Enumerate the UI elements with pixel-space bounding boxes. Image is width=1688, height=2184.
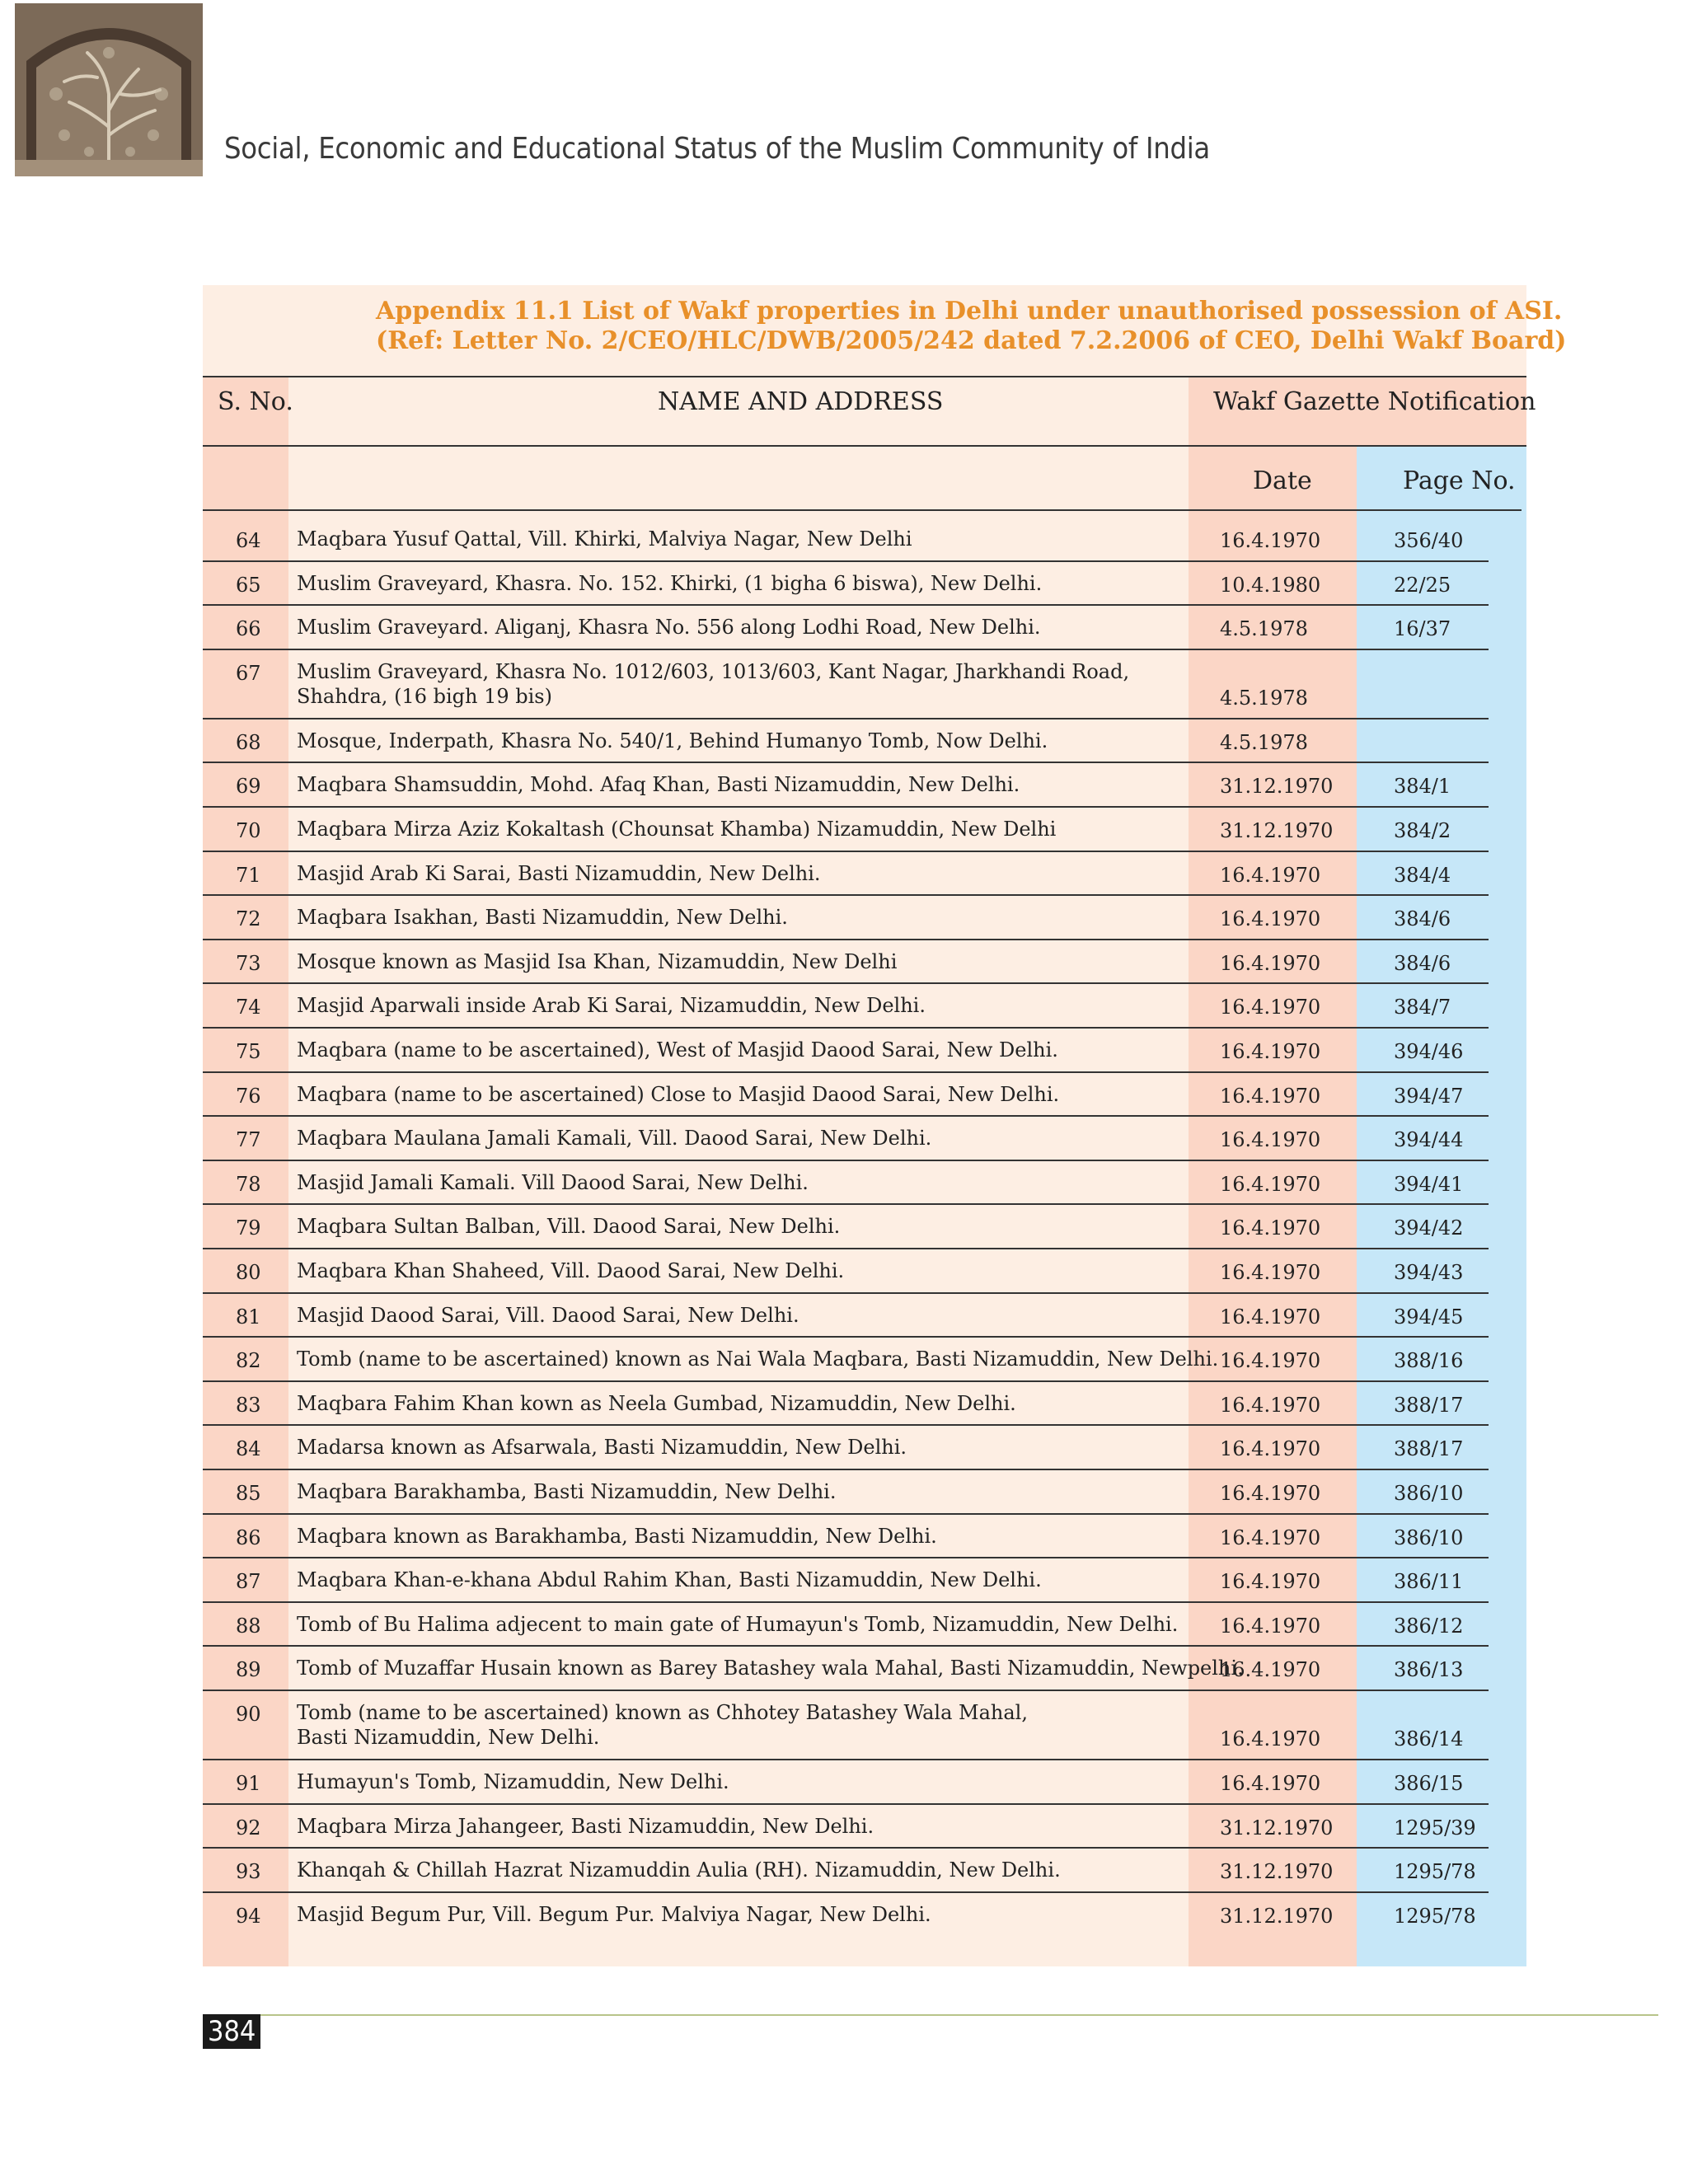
row-serial-number: 69: [236, 775, 261, 799]
table-row: [203, 1338, 1526, 1382]
row-name-address: [297, 861, 821, 886]
header-middle-rule: [203, 445, 1526, 447]
row-gazette-date: 31.12.1970: [1220, 1816, 1334, 1840]
appendix-title: [376, 297, 1567, 356]
row-gazette-page-number: 384/6: [1394, 907, 1451, 931]
row-serial-number: 94: [236, 1904, 261, 1928]
row-serial-number: 67: [236, 661, 261, 685]
row-gazette-date: 16.4.1970: [1220, 1128, 1321, 1152]
row-name-line: Maqbara (name to be ascertained), West of Masjid Daood Sarai, New Delhi.: [297, 1038, 1058, 1062]
row-serial-number: 93: [236, 1860, 261, 1884]
row-serial-number: 64: [236, 529, 261, 552]
row-name-line: Humayun's Tomb, Nizamuddin, New Delhi.: [297, 1770, 729, 1793]
table-row: [203, 1161, 1526, 1206]
row-serial-number: 71: [236, 863, 261, 887]
row-name-address: [297, 772, 1020, 797]
row-name-address: [297, 615, 1041, 640]
row-serial-number: 76: [236, 1084, 261, 1108]
row-serial-number: 74: [236, 996, 261, 1019]
row-name-line: Maqbara Fahim Khan kown as Neela Gumbad, Nizamuddin, New Delhi.: [297, 1391, 1016, 1415]
row-serial-number: 82: [236, 1349, 261, 1373]
row-gazette-date: 16.4.1970: [1220, 907, 1321, 931]
row-gazette-date: 31.12.1970: [1220, 1860, 1334, 1884]
row-serial-number: 70: [236, 819, 261, 842]
row-gazette-page-number: 394/45: [1394, 1305, 1464, 1329]
table-row: [203, 1691, 1526, 1760]
table-row: [203, 1073, 1526, 1118]
wakf-gazette-header: Wakf Gazette Notification: [1213, 387, 1536, 416]
row-gazette-date: 16.4.1970: [1220, 1772, 1321, 1795]
row-name-line: Masjid Aparwali inside Arab Ki Sarai, Nizamuddin, New Delhi.: [297, 994, 926, 1018]
table-row: [203, 1470, 1526, 1515]
table-row: [203, 562, 1526, 607]
row-name-line: Tomb of Bu Halima adjecent to main gate of Humayun's Tomb, Nizamuddin, New Delhi.: [297, 1612, 1179, 1636]
row-serial-number: 91: [236, 1772, 261, 1795]
row-serial-number: 65: [236, 573, 261, 597]
page-no-header: Page No.: [1403, 466, 1516, 495]
row-gazette-date: 10.4.1980: [1220, 573, 1321, 597]
row-gazette-date: 31.12.1970: [1220, 1904, 1334, 1928]
row-name-address: [297, 571, 1042, 596]
row-name-line: Muslim Graveyard, Khasra. No. 152. Khirki, (1 bigha 6 biswa), New Delhi.: [297, 571, 1043, 595]
row-name-address: [297, 1126, 931, 1151]
row-name-line: Tomb (name to be ascertained) known as Chhotey Batashey Wala Mahal,: [297, 1701, 1028, 1724]
row-serial-number: 80: [236, 1261, 261, 1284]
table-row: [203, 1029, 1526, 1073]
row-gazette-page-number: 384/2: [1394, 819, 1451, 842]
row-name-line: Masjid Arab Ki Sarai, Basti Nizamuddin, New Delhi.: [297, 861, 821, 885]
row-serial-number: 75: [236, 1040, 261, 1063]
row-name-line: Shahdra, (16 bigh 19 bis): [297, 684, 552, 708]
row-gazette-page-number: 386/13: [1394, 1658, 1464, 1682]
row-serial-number: 92: [236, 1816, 261, 1840]
row-name-address: [297, 949, 897, 974]
row-gazette-date: 16.4.1970: [1220, 1393, 1321, 1417]
row-gazette-date: 16.4.1970: [1220, 951, 1321, 975]
row-name-address: [297, 1700, 1028, 1750]
row-name-line: Maqbara Isakhan, Basti Nizamuddin, New Delhi.: [297, 906, 788, 930]
row-serial-number: 90: [236, 1703, 261, 1726]
row-name-line: Masjid Daood Sarai, Vill. Daood Sarai, New Delhi.: [297, 1303, 799, 1327]
row-gazette-page-number: 1295/39: [1394, 1816, 1476, 1840]
table-row: [203, 896, 1526, 940]
row-name-line: Maqbara Sultan Balban, Vill. Daood Sarai, New Delhi.: [297, 1215, 841, 1239]
row-gazette-page-number: 384/4: [1394, 863, 1451, 887]
row-serial-number: 78: [236, 1172, 261, 1196]
lattice-window-illustration: [15, 3, 203, 176]
table-row: [203, 1117, 1526, 1161]
row-serial-number: 81: [236, 1305, 261, 1329]
row-name-address: [297, 1170, 809, 1195]
row-gazette-date: 16.4.1970: [1220, 1305, 1321, 1329]
row-name-address: [297, 817, 1056, 841]
sno-header: S. No.: [218, 387, 293, 416]
table-row: [203, 940, 1526, 985]
row-gazette-page-number: 386/10: [1394, 1482, 1464, 1505]
row-serial-number: 79: [236, 1216, 261, 1240]
row-name-line: Maqbara Barakhamba, Basti Nizamuddin, New Delhi.: [297, 1480, 837, 1503]
row-name-line: Maqbara Mirza Aziz Kokaltash (Chounsat Khamba) Nizamuddin, New Delhi: [297, 818, 1057, 841]
row-name-line: Mosque known as Masjid Isa Khan, Nizamuddin, New Delhi: [297, 949, 898, 973]
table-row: [203, 1249, 1526, 1294]
name-address-header: NAME AND ADDRESS: [658, 387, 944, 416]
row-gazette-page-number: 394/42: [1394, 1216, 1464, 1240]
row-gazette-page-number: 386/12: [1394, 1614, 1464, 1638]
row-gazette-date: 31.12.1970: [1220, 775, 1334, 799]
row-gazette-date: 16.4.1970: [1220, 1261, 1321, 1284]
table-row: [203, 808, 1526, 852]
table-row: [203, 852, 1526, 897]
row-name-line: Tomb (name to be ascertained) known as Nai Wala Maqbara, Basti Nizamuddin, New Delhi.: [297, 1347, 1219, 1371]
row-name-line: Maqbara (name to be ascertained) Close to Masjid Daood Sarai, New Delhi.: [297, 1082, 1060, 1106]
table-row: [203, 984, 1526, 1029]
table-row: [203, 1647, 1526, 1691]
table-row: [203, 1382, 1526, 1427]
row-name-address: [297, 993, 926, 1018]
row-name-line: Maqbara Yusuf Qattal, Vill. Khirki, Malviya Nagar, New Delhi: [297, 527, 912, 551]
row-gazette-page-number: 394/46: [1394, 1040, 1464, 1063]
table-row: [203, 1558, 1526, 1603]
row-name-line: Muslim Graveyard. Aliganj, Khasra No. 556 along Lodhi Road, New Delhi.: [297, 616, 1041, 640]
row-gazette-page-number: 16/37: [1394, 617, 1451, 641]
table-row: [203, 1760, 1526, 1805]
header-top-rule: [203, 376, 1526, 377]
row-name-address: [297, 729, 1048, 753]
header-bottom-rule: [203, 509, 1522, 511]
row-serial-number: 88: [236, 1614, 261, 1638]
row-gazette-page-number: 388/16: [1394, 1349, 1464, 1373]
table-row: [203, 763, 1526, 808]
row-gazette-date: 16.4.1970: [1220, 1216, 1321, 1240]
row-gazette-date: 16.4.1970: [1220, 1614, 1321, 1638]
carved-stone-lattice-window-image: [15, 3, 203, 176]
row-name-line: Masjid Jamali Kamali. Vill Daood Sarai, New Delhi.: [297, 1170, 809, 1194]
row-serial-number: 84: [236, 1437, 261, 1461]
row-serial-number: 89: [236, 1658, 261, 1682]
row-name-line: Mosque, Inderpath, Khasra No. 540/1, Behind Humanyo Tomb, Now Delhi.: [297, 729, 1048, 752]
row-name-line: Maqbara Khan Shaheed, Vill. Daood Sarai, New Delhi.: [297, 1259, 845, 1282]
row-gazette-date: 4.5.1978: [1220, 730, 1308, 754]
row-name-address: [297, 1524, 937, 1549]
footer-rule: [203, 2014, 1658, 2016]
row-gazette-date: 16.4.1970: [1220, 1727, 1321, 1750]
row-name-line: Muslim Graveyard, Khasra No. 1012/603, 1013/603, Kant Nagar, Jharkhandi Road,: [297, 659, 1130, 683]
row-gazette-date: 16.4.1970: [1220, 1570, 1321, 1594]
table-row: [203, 518, 1526, 562]
row-gazette-page-number: 384/1: [1394, 775, 1451, 799]
row-name-address: [297, 1303, 799, 1328]
row-gazette-page-number: 1295/78: [1394, 1904, 1476, 1928]
row-name-line: Maqbara Shamsuddin, Mohd. Afaq Khan, Basti Nizamuddin, New Delhi.: [297, 773, 1020, 797]
row-name-line: Masjid Begum Pur, Vill. Begum Pur. Malviya Nagar, New Delhi.: [297, 1902, 931, 1926]
row-name-line: Maqbara Mirza Jahangeer, Basti Nizamuddin, New Delhi.: [297, 1814, 874, 1838]
row-serial-number: 86: [236, 1526, 261, 1549]
row-name-address: [297, 1858, 1061, 1882]
row-gazette-date: 16.4.1970: [1220, 1172, 1321, 1196]
row-name-line: Basti Nizamuddin, New Delhi.: [297, 1726, 600, 1749]
row-name-line: Maqbara Maulana Jamali Kamali, Vill. Daood Sarai, New Delhi.: [297, 1127, 932, 1151]
row-name-line: Madarsa known as Afsarwala, Basti Nizamuddin, New Delhi.: [297, 1436, 907, 1460]
table-row: [203, 1893, 1526, 1938]
row-gazette-page-number: 394/41: [1394, 1172, 1464, 1196]
table-row: [203, 1849, 1526, 1893]
row-name-address: [297, 1568, 1042, 1592]
row-gazette-page-number: 388/17: [1394, 1437, 1464, 1461]
row-name-address: [297, 1814, 874, 1839]
table-row: [203, 1205, 1526, 1249]
row-name-address: [297, 1214, 840, 1239]
row-name-address: [297, 1656, 1244, 1680]
row-gazette-page-number: 388/17: [1394, 1393, 1464, 1417]
row-gazette-page-number: 384/6: [1394, 951, 1451, 975]
row-gazette-page-number: 386/10: [1394, 1526, 1464, 1549]
appendix-title-line-1: Appendix 11.1 List of Wakf properties in Delhi under unauthorised possession of ASI.: [376, 297, 1563, 326]
row-name-address: [297, 1391, 1016, 1416]
row-gazette-date: 16.4.1970: [1220, 1040, 1321, 1063]
row-gazette-date: 16.4.1970: [1220, 1526, 1321, 1549]
row-gazette-date: 4.5.1978: [1220, 617, 1308, 641]
row-serial-number: 85: [236, 1482, 261, 1505]
row-gazette-page-number: 1295/78: [1394, 1860, 1476, 1884]
row-name-address: [297, 1347, 1218, 1371]
row-name-address: [297, 1612, 1178, 1637]
row-name-line: Khanqah & Chillah Hazrat Nizamuddin Aulia (RH). Nizamuddin, New Delhi.: [297, 1858, 1061, 1882]
row-gazette-date: 16.4.1970: [1220, 529, 1321, 552]
table-row: [203, 1426, 1526, 1470]
row-name-line: Maqbara known as Barakhamba, Basti Nizamuddin, New Delhi.: [297, 1524, 937, 1548]
table-row: [203, 1294, 1526, 1338]
row-name-address: [297, 1769, 729, 1794]
row-gazette-date: 4.5.1978: [1220, 686, 1308, 710]
row-name-address: [297, 905, 788, 930]
row-gazette-date: 16.4.1970: [1220, 1349, 1321, 1373]
row-gazette-page-number: 384/7: [1394, 996, 1451, 1019]
row-serial-number: 66: [236, 617, 261, 641]
row-gazette-date: 16.4.1970: [1220, 863, 1321, 887]
page-header-title: Social, Economic and Educational Status of the Muslim Community of India: [224, 132, 1210, 166]
row-gazette-date: 16.4.1970: [1220, 1084, 1321, 1108]
table-row: [203, 606, 1526, 650]
row-gazette-date: 31.12.1970: [1220, 819, 1334, 842]
row-name-address: [297, 1479, 836, 1504]
row-gazette-page-number: 22/25: [1394, 573, 1451, 597]
row-serial-number: 83: [236, 1393, 261, 1417]
table-row: [203, 719, 1526, 764]
row-gazette-page-number: 386/15: [1394, 1772, 1464, 1795]
page-number: 384: [203, 2014, 260, 2049]
row-gazette-page-number: 386/11: [1394, 1570, 1464, 1594]
row-name-line: Maqbara Khan-e-khana Abdul Rahim Khan, Basti Nizamuddin, New Delhi.: [297, 1568, 1042, 1592]
row-gazette-page-number: 394/43: [1394, 1261, 1464, 1284]
appendix-table-panel: [203, 285, 1567, 1966]
row-name-address: [297, 659, 1129, 709]
table-row: [203, 1603, 1526, 1647]
row-serial-number: 87: [236, 1570, 261, 1594]
appendix-title-line-2: (Ref: Letter No. 2/CEO/HLC/DWB/2005/242 dated 7.2.2006 of CEO, Delhi Wakf Board): [376, 326, 1567, 355]
row-name-address: [297, 1435, 907, 1460]
row-gazette-page-number: 386/14: [1394, 1727, 1464, 1750]
row-serial-number: 73: [236, 951, 261, 975]
table-row: [203, 650, 1526, 719]
row-gazette-page-number: 394/47: [1394, 1084, 1464, 1108]
row-gazette-date: 16.4.1970: [1220, 1437, 1321, 1461]
row-gazette-page-number: 394/44: [1394, 1128, 1464, 1152]
row-name-line: Tomb of Muzaffar Husain known as Barey Batashey wala Mahal, Basti Nizamuddin, Newpelhi.: [297, 1657, 1244, 1680]
row-name-address: [297, 1258, 844, 1283]
row-name-address: [297, 1082, 1059, 1107]
row-name-address: [297, 527, 912, 551]
row-serial-number: 77: [236, 1128, 261, 1152]
table-row: [203, 1805, 1526, 1849]
row-name-address: [297, 1902, 931, 1927]
row-serial-number: 72: [236, 907, 261, 931]
row-serial-number: 68: [236, 730, 261, 754]
row-gazette-date: 16.4.1970: [1220, 996, 1321, 1019]
row-gazette-date: 16.4.1970: [1220, 1658, 1321, 1682]
row-name-address: [297, 1038, 1058, 1062]
date-header: Date: [1253, 466, 1312, 495]
row-gazette-date: 16.4.1970: [1220, 1482, 1321, 1505]
row-gazette-page-number: 356/40: [1394, 529, 1464, 552]
table-row: [203, 1515, 1526, 1559]
